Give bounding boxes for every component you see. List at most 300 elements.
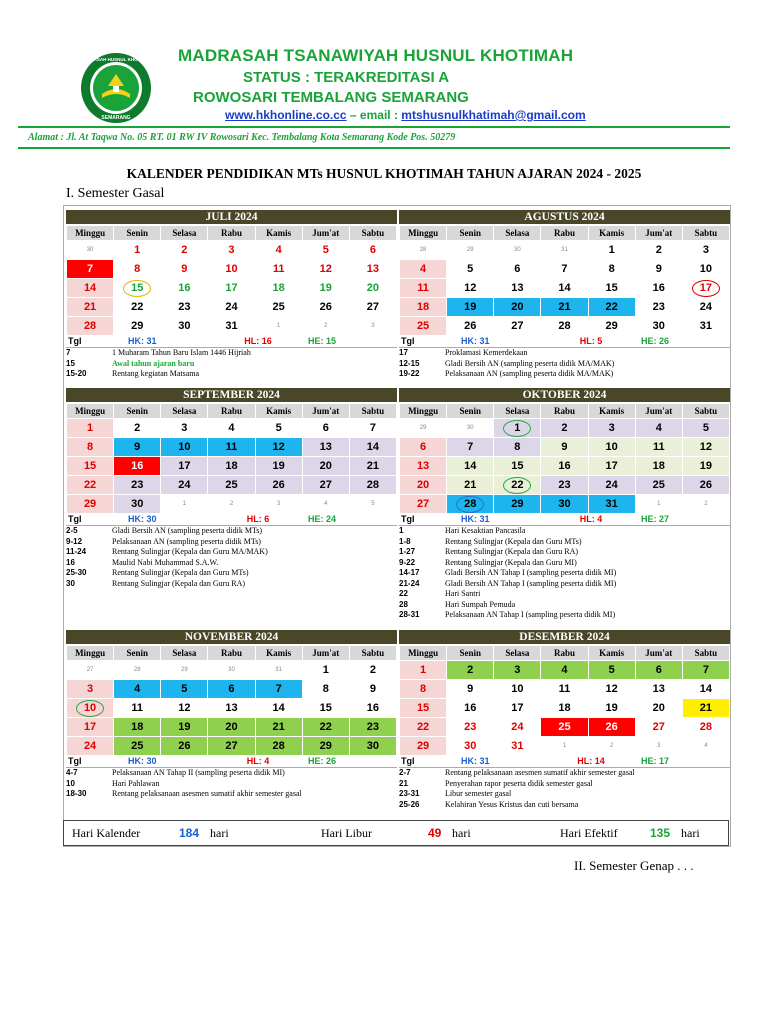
date-value: 6 <box>322 422 329 434</box>
date-value: 19 <box>699 460 713 472</box>
day-header: Selasa <box>494 226 541 241</box>
date-value: 3 <box>181 422 188 434</box>
date-value: 13 <box>416 460 430 472</box>
date-value: 31 <box>605 498 618 510</box>
week-row <box>400 699 730 718</box>
date-value: 10 <box>76 700 104 717</box>
day-cell <box>494 419 541 438</box>
hk-count: HK: 30 <box>128 514 157 524</box>
libur-label: Hari Libur <box>321 826 372 840</box>
date-value: 8 <box>420 683 427 695</box>
day-cell <box>541 419 588 438</box>
date-value: 24 <box>511 721 524 733</box>
date-value: 20 <box>416 479 430 491</box>
note-date: 10 <box>66 778 75 788</box>
libur-value: 49 <box>428 826 442 840</box>
date-value: 31 <box>275 667 282 673</box>
contact-line <box>225 108 586 122</box>
day-header: Minggu <box>400 226 447 241</box>
hl-count: HL: 4 <box>246 756 270 766</box>
day-header: Minggu <box>67 404 114 419</box>
date-value: 12 <box>272 441 285 453</box>
week-row <box>67 699 397 718</box>
day-cell <box>635 476 682 495</box>
day-cell <box>161 241 208 260</box>
day-cell <box>682 699 729 718</box>
day-cell <box>541 680 588 699</box>
day-header: Senin <box>447 226 494 241</box>
date-value: 30 <box>652 320 665 332</box>
day-header: Kamis <box>255 404 302 419</box>
week-row <box>400 457 730 476</box>
day-cell <box>302 737 349 756</box>
day-cell <box>447 495 494 514</box>
day-cell <box>588 241 635 260</box>
day-cell <box>255 260 302 279</box>
day-cell <box>255 699 302 718</box>
date-value: 30 <box>178 320 191 332</box>
month-summary <box>66 336 397 348</box>
date-value: 28 <box>366 479 380 491</box>
date-value: 26 <box>272 479 285 491</box>
day-cell <box>494 298 541 317</box>
day-cell <box>447 661 494 680</box>
date-value: 24 <box>225 301 238 313</box>
date-value: 1 <box>420 664 427 676</box>
day-cell <box>400 476 447 495</box>
date-value: 24 <box>83 740 97 752</box>
month-grid <box>399 403 730 514</box>
month-grid <box>66 645 397 756</box>
note-row <box>399 558 730 569</box>
month-calendar <box>399 388 730 618</box>
date-value: 7 <box>702 664 709 676</box>
day-cell <box>349 718 396 737</box>
day-cell <box>349 419 396 438</box>
date-value: 2 <box>369 664 376 676</box>
week-row <box>400 661 730 680</box>
date-value: 8 <box>322 683 329 695</box>
date-value: 29 <box>131 320 144 332</box>
day-cell <box>67 298 114 317</box>
day-cell <box>67 680 114 699</box>
day-cell <box>588 438 635 457</box>
date-value: 17 <box>511 702 524 714</box>
day-cell <box>161 457 208 476</box>
date-value: 3 <box>608 422 615 434</box>
day-header: Selasa <box>161 404 208 419</box>
date-value: 2 <box>561 422 568 434</box>
note-row <box>399 768 730 779</box>
day-cell <box>255 495 302 514</box>
day-cell <box>255 279 302 298</box>
month-calendar <box>399 630 730 808</box>
date-value: 11 <box>131 702 144 714</box>
day-cell <box>494 241 541 260</box>
date-value: 2 <box>134 422 141 434</box>
email-link[interactable]: mtshusnulkhatimah@gmail.com <box>401 108 586 122</box>
day-cell <box>208 279 255 298</box>
date-value: 28 <box>699 721 713 733</box>
week-row <box>67 438 397 457</box>
month-calendar <box>66 388 397 618</box>
week-row <box>400 279 730 298</box>
date-value: 15 <box>416 702 430 714</box>
day-cell <box>349 699 396 718</box>
day-cell <box>349 457 396 476</box>
date-value: 12 <box>464 282 477 294</box>
day-cell <box>494 661 541 680</box>
month-grid <box>399 225 730 336</box>
month-summary <box>66 756 397 768</box>
day-header: Sabtu <box>349 226 396 241</box>
day-cell <box>161 260 208 279</box>
day-cell <box>255 718 302 737</box>
hk-count: HK: 31 <box>461 756 490 766</box>
note-row <box>399 568 730 579</box>
day-cell <box>114 476 161 495</box>
date-value: 26 <box>319 301 332 313</box>
day-cell <box>494 317 541 336</box>
note-row <box>399 600 730 611</box>
efektif-unit: hari <box>681 826 700 840</box>
day-cell <box>447 737 494 756</box>
note-row <box>399 369 730 380</box>
day-cell <box>255 317 302 336</box>
school-name: MADRASAH TSANAWIYAH HUSNUL KHOTIMAH <box>178 46 574 65</box>
note-text: Rentang kegiatan Matsama <box>112 369 200 378</box>
hl-count: HL: 14 <box>577 756 605 766</box>
month-notes <box>66 768 397 808</box>
month-calendar <box>399 210 730 376</box>
date-value: 4 <box>704 743 708 749</box>
note-text: Libur semester gasal <box>445 789 512 798</box>
date-value: 2 <box>181 244 188 256</box>
day-header: Selasa <box>161 646 208 661</box>
day-cell <box>67 260 114 279</box>
date-value: 20 <box>652 702 665 714</box>
date-value: 27 <box>652 721 665 733</box>
page-title: KALENDER PENDIDIKAN MTs HUSNUL KHOTIMAH TAHUN AJARAN 2024 - 2025 <box>126 166 642 181</box>
note-row <box>399 348 730 359</box>
logo-city: SEMARANG <box>101 115 131 121</box>
day-cell <box>161 661 208 680</box>
day-cell <box>447 680 494 699</box>
date-value: 13 <box>366 263 380 275</box>
date-value: 20 <box>319 460 332 472</box>
tgl-label: Tgl <box>401 756 415 766</box>
day-cell <box>541 718 588 737</box>
day-cell <box>494 699 541 718</box>
note-text: Pelaksanaan AN Tahap II (sampling peserta didik MI) <box>112 768 285 777</box>
week-row <box>67 298 397 317</box>
date-value: 1 <box>276 323 281 329</box>
note-text: Pelaksanaan AN Tahap I (sampling peserta didik MI) <box>445 610 616 619</box>
date-value: 19 <box>272 460 285 472</box>
semester-heading: I. Semester Gasal <box>66 186 165 201</box>
day-cell <box>349 298 396 317</box>
date-value: 23 <box>131 479 144 491</box>
date-value: 30 <box>514 247 521 253</box>
month-grid <box>66 225 397 336</box>
day-cell <box>67 317 114 336</box>
date-value: 18 <box>652 460 665 472</box>
date-value: 1 <box>87 422 94 434</box>
day-cell <box>114 438 161 457</box>
day-cell <box>588 699 635 718</box>
note-date: 30 <box>66 578 75 588</box>
day-cell <box>447 298 494 317</box>
day-cell <box>682 279 729 298</box>
day-cell <box>635 260 682 279</box>
note-row <box>399 789 730 800</box>
date-value: 3 <box>228 244 235 256</box>
date-value: 1 <box>182 501 187 507</box>
day-cell <box>682 680 729 699</box>
day-cell <box>447 457 494 476</box>
day-header: Sabtu <box>682 404 729 419</box>
date-value: 28 <box>83 320 97 332</box>
day-cell <box>114 279 161 298</box>
week-row <box>67 317 397 336</box>
date-value: 18 <box>225 460 238 472</box>
note-date: 18-30 <box>66 789 87 798</box>
note-text: Gladi Bersih AN Tahap I (sampling peserta didik MI) <box>445 578 617 588</box>
date-value: 14 <box>558 282 571 294</box>
month-title: AGUSTUS 2024 <box>399 210 730 225</box>
date-value: 26 <box>605 721 618 733</box>
note-text: 1 Muharam Tahun Baru Islam 1446 Hijriah <box>112 348 251 357</box>
date-value: 15 <box>605 282 618 294</box>
note-text: Gladi Bersih AN (sampling peserta didik MA/MAK) <box>445 358 615 368</box>
date-value: 3 <box>87 683 94 695</box>
date-value: 4 <box>228 422 235 434</box>
date-value: 19 <box>464 301 477 313</box>
logo-text: MADRASAH HUSNUL KHOTIMAH <box>80 57 152 62</box>
note-text: Rentang pelaksanaan asesmen sumatif akhir semester gasal <box>445 768 635 777</box>
date-value: 5 <box>371 501 375 507</box>
date-value: 23 <box>366 721 380 733</box>
day-cell <box>635 457 682 476</box>
date-value: 31 <box>561 247 568 253</box>
date-value: 18 <box>131 721 144 733</box>
day-cell <box>302 680 349 699</box>
kalender-value: 184 <box>179 826 200 840</box>
day-cell <box>635 317 682 336</box>
date-value: 3 <box>702 244 709 256</box>
day-cell <box>400 718 447 737</box>
month-calendar <box>66 630 397 808</box>
day-header: Jum'at <box>635 404 682 419</box>
date-value: 6 <box>369 244 376 256</box>
day-cell <box>208 241 255 260</box>
date-value: 26 <box>178 740 191 752</box>
day-header: Sabtu <box>349 404 396 419</box>
date-value: 23 <box>178 301 191 313</box>
day-cell <box>255 661 302 680</box>
day-header: Sabtu <box>682 226 729 241</box>
note-row <box>66 359 397 370</box>
date-value: 7 <box>87 263 94 275</box>
date-value: 17 <box>692 280 720 297</box>
note-row <box>399 800 730 811</box>
day-header: Selasa <box>494 646 541 661</box>
date-value: 22 <box>131 301 144 313</box>
day-cell <box>161 718 208 737</box>
date-value: 1 <box>562 743 567 749</box>
date-value: 16 <box>178 282 191 294</box>
note-row <box>66 348 397 359</box>
day-cell <box>255 241 302 260</box>
date-value: 13 <box>511 282 524 294</box>
date-value: 30 <box>228 667 235 673</box>
day-cell <box>682 317 729 336</box>
date-value: 12 <box>699 441 713 453</box>
he-count: HE: 15 <box>308 336 337 346</box>
date-value: 14 <box>272 702 285 714</box>
date-value: 4 <box>324 501 328 507</box>
day-cell <box>588 718 635 737</box>
school-logo <box>80 52 152 124</box>
date-value: 29 <box>416 740 430 752</box>
day-header: Minggu <box>400 404 447 419</box>
date-value: 1 <box>134 244 141 256</box>
date-value: 11 <box>272 263 285 275</box>
day-cell <box>161 419 208 438</box>
day-cell <box>635 438 682 457</box>
email-label: – email : <box>346 108 402 122</box>
date-value: 8 <box>514 441 521 453</box>
week-row <box>67 279 397 298</box>
note-row <box>399 537 730 548</box>
note-date: 1-8 <box>399 536 411 546</box>
note-date: 17 <box>399 348 408 357</box>
note-row <box>399 547 730 558</box>
date-value: 28 <box>272 740 285 752</box>
week-row <box>400 317 730 336</box>
day-header: Kamis <box>255 226 302 241</box>
month-notes <box>399 768 730 808</box>
day-cell <box>635 737 682 756</box>
date-value: 6 <box>228 683 235 695</box>
day-cell <box>114 718 161 737</box>
day-cell <box>349 737 396 756</box>
date-value: 16 <box>366 702 380 714</box>
note-date: 22 <box>399 589 408 598</box>
day-cell <box>682 476 729 495</box>
hl-count: HL: 16 <box>244 336 272 346</box>
day-header: Jum'at <box>302 226 349 241</box>
summary-bar <box>63 820 729 846</box>
date-value: 21 <box>464 479 477 491</box>
day-cell <box>67 476 114 495</box>
note-text: Hari Kesaktian Pancasila <box>445 526 526 535</box>
date-value: 7 <box>467 441 474 453</box>
day-cell <box>114 298 161 317</box>
week-row <box>67 680 397 699</box>
date-value: 1 <box>608 244 615 256</box>
week-row <box>400 718 730 737</box>
day-cell <box>67 279 114 298</box>
note-date: 16 <box>66 557 75 567</box>
day-cell <box>541 438 588 457</box>
day-cell <box>635 298 682 317</box>
note-text: Rentang Sulingjar (Kepala dan Guru MA/MAK) <box>112 547 268 556</box>
date-value: 22 <box>416 721 430 733</box>
date-value: 13 <box>319 441 332 453</box>
date-value: 25 <box>416 320 430 332</box>
note-date: 21-24 <box>399 578 420 588</box>
note-date: 15-20 <box>66 369 87 378</box>
day-cell <box>302 661 349 680</box>
day-header: Kamis <box>588 646 635 661</box>
efektif-value: 135 <box>650 826 671 840</box>
note-row <box>399 610 730 621</box>
note-date: 12-15 <box>399 358 420 368</box>
day-cell <box>67 718 114 737</box>
he-count: HE: 27 <box>641 514 670 524</box>
week-row <box>400 476 730 495</box>
month-title: SEPTEMBER 2024 <box>66 388 397 403</box>
day-cell <box>302 419 349 438</box>
day-cell <box>208 438 255 457</box>
date-value: 29 <box>83 498 97 510</box>
day-cell <box>302 260 349 279</box>
day-cell <box>302 241 349 260</box>
note-text: Penyerahan rapor peserta didik semester gasal <box>445 778 593 788</box>
day-cell <box>494 260 541 279</box>
date-value: 9 <box>467 683 474 695</box>
day-cell <box>67 699 114 718</box>
date-value: 29 <box>466 247 474 253</box>
note-date: 2-5 <box>66 526 78 535</box>
note-row <box>66 779 397 790</box>
note-row <box>66 768 397 779</box>
day-cell <box>114 737 161 756</box>
day-cell <box>541 298 588 317</box>
day-cell <box>302 476 349 495</box>
day-cell <box>635 718 682 737</box>
date-value: 18 <box>416 301 430 313</box>
day-cell <box>447 317 494 336</box>
day-cell <box>67 419 114 438</box>
day-header: Kamis <box>588 404 635 419</box>
date-value: 11 <box>225 441 238 453</box>
day-cell <box>588 419 635 438</box>
day-cell <box>161 438 208 457</box>
note-text: Rentang Sulingjar (Kepala dan Guru MI) <box>445 557 577 567</box>
date-value: 27 <box>511 320 524 332</box>
day-cell <box>67 495 114 514</box>
tgl-label: Tgl <box>401 336 415 346</box>
note-date: 1 <box>399 526 404 535</box>
date-value: 14 <box>83 282 97 294</box>
date-value: 11 <box>417 282 429 294</box>
date-value: 7 <box>561 263 568 275</box>
month-notes <box>399 526 730 618</box>
month-title: JULI 2024 <box>66 210 397 225</box>
week-row <box>67 260 397 279</box>
date-value: 30 <box>366 740 380 752</box>
day-header: Jum'at <box>635 226 682 241</box>
note-row <box>399 526 730 537</box>
day-cell <box>682 241 729 260</box>
day-cell <box>114 680 161 699</box>
day-cell <box>349 279 396 298</box>
date-value: 16 <box>131 460 144 472</box>
website-link[interactable]: www.hkhonline.co.cc <box>225 108 347 122</box>
date-value: 26 <box>464 320 477 332</box>
